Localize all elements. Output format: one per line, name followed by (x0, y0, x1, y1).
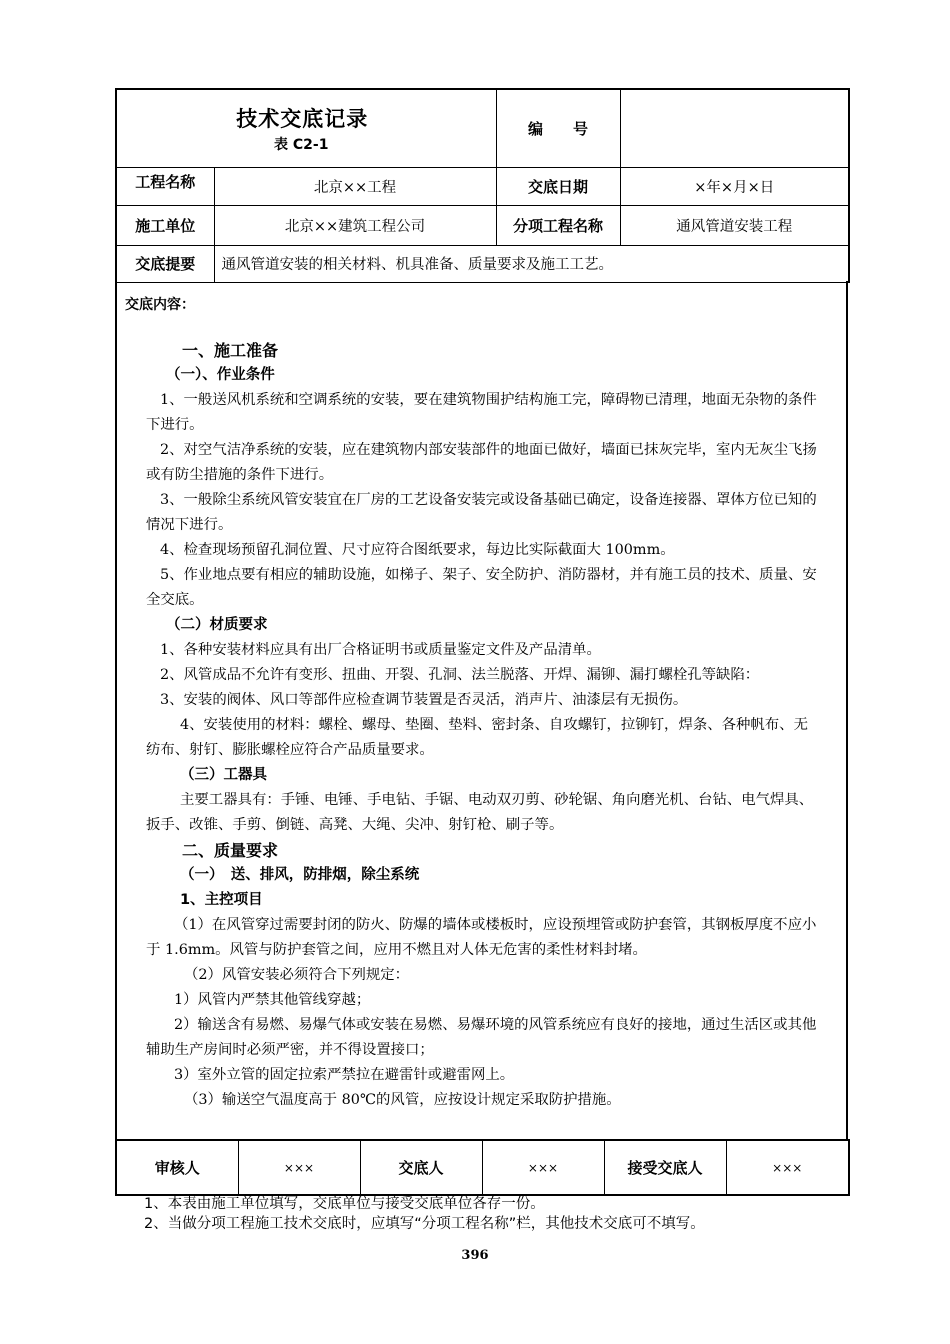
form-title: 技术交底记录 (236, 106, 369, 131)
content-body (146, 338, 822, 1113)
paragraph: 1、一般送风机系统和空调系统的安装，要在建筑物围护结构施工完，障碍物已清理，地面无杂物的条件下进行。 (146, 392, 817, 433)
paragraph: （2）风管安装必须符合下列规定： (184, 967, 410, 983)
project-name-value[interactable]: 北京××工程 (214, 167, 496, 205)
paragraph: 2、风管成品不允许有变形、扭曲、开裂、孔洞、法兰脱落、开焊、漏铆、漏打螺栓孔等缺陷： (160, 667, 760, 683)
date-value[interactable]: ×年×月×日 (620, 167, 849, 205)
discloser-value[interactable]: ××× (482, 1140, 604, 1195)
paragraph: 4、安装使用的材料：螺栓、螺母、垫圈、垫料、密封条、自攻螺钉，拉铆钉，焊条、各种帆布、无纺布、射钉、膨胀螺栓应符合产品质量要求。 (146, 717, 808, 758)
paragraph: 主要工器具有：手锤、电锤、手电钻、手锯、电动双刃剪、砂轮锯、角向磨光机、台钻、电气焊具、扳手、改锥、手剪、倒链、高凳、大绳、尖冲、射钉枪、刷子等。 (146, 792, 814, 833)
discloser-label: 交底人 (360, 1140, 482, 1195)
paragraph: 1、各种安装材料应具有出厂合格证明书或质量鉴定文件及产品清单。 (160, 642, 601, 658)
section-heading: （三）工器具 (180, 767, 267, 783)
paragraph: （1）在风管穿过需要封闭的防火、防爆的墙体或楼板时，应设预埋管或防护套管，其钢板厚度不应小于 1.6mm。风管与防护套管之间，应用不燃且对人体无危害的柔性材料封堵。 (146, 917, 817, 958)
paragraph: 5、作业地点要有相应的辅助设施，如梯子、架子、安全防护、消防器材，并有施工员的技术、质量、安全交底。 (146, 567, 817, 608)
content-section (115, 281, 848, 1139)
footnotes (144, 1194, 705, 1234)
header-block (115, 88, 848, 283)
section-heading: （一）、作业条件 (166, 367, 275, 383)
reviewer-label: 审核人 (116, 1140, 238, 1195)
section-heading: 1、主控项目 (180, 892, 263, 908)
receiver-value[interactable]: ××× (726, 1140, 849, 1195)
signature-table (115, 1139, 850, 1196)
project-name-label: 工程名称 (116, 167, 214, 205)
summary-value[interactable]: 通风管道安装的相关材料、机具准备、质量要求及施工工艺。 (214, 245, 849, 282)
receiver-label: 接受交底人 (604, 1140, 726, 1195)
subitem-label: 分项工程名称 (496, 205, 620, 245)
paragraph: 4、检查现场预留孔洞位置、尺寸应符合图纸要求，每边比实际截面大 100mm。 (160, 542, 675, 558)
paragraph: （3）输送空气温度高于 80℃的风管，应按设计规定采取防护措施。 (184, 1092, 621, 1108)
paragraph: 2、对空气洁净系统的安装，应在建筑物内部安装部件的地面已做好，墙面已抹灰完毕，室内无灰尘飞扬或有防尘措施的条件下进行。 (146, 442, 817, 483)
section-heading: （二）材质要求 (166, 617, 268, 633)
section-heading: （一） 送、排风，防排烟，除尘系统 (180, 867, 420, 883)
section-heading: 二、质量要求 (182, 841, 279, 860)
header-table (115, 88, 850, 283)
paragraph: 3、一般除尘系统风管安装宜在厂房的工艺设备安装完或设备基础已确定，设备连接器、罩体方位已知的情况下进行。 (146, 492, 817, 533)
paragraph: 2）输送含有易燃、易爆气体或安装在易燃、易爆环境的风管系统应有良好的接地，通过生活区或其他辅助生产房间时必须严密，并不得设置接口； (146, 1017, 817, 1058)
paragraph: 3、安装的阀体、风口等部件应检查调节装置是否灵活，消声片、油漆层有无损伤。 (160, 692, 688, 708)
number-value[interactable] (620, 89, 849, 167)
date-label: 交底日期 (496, 167, 620, 205)
footnote-1: 1、本表由施工单位填写，交底单位与接受交底单位各存一份。 (144, 1196, 545, 1212)
subitem-value[interactable]: 通风管道安装工程 (620, 205, 849, 245)
reviewer-value[interactable]: ××× (238, 1140, 360, 1195)
paragraph: 1）风管内严禁其他管线穿越； (174, 992, 371, 1008)
contractor-value[interactable]: 北京××建筑工程公司 (214, 205, 496, 245)
footnote-2: 2、当做分项工程施工技术交底时，应填写“分项工程名称”栏，其他技术交底可不填写。 (144, 1216, 705, 1232)
paragraph: 3）室外立管的固定拉索严禁拉在避雷针或避雷网上。 (174, 1067, 515, 1083)
page-number: 396 (461, 1248, 489, 1263)
contractor-label: 施工单位 (116, 205, 214, 245)
summary-label: 交底提要 (116, 245, 214, 282)
section-heading: 一、施工准备 (182, 341, 279, 360)
number-label: 编 号 (496, 89, 620, 167)
form-code: 表 C2-1 (274, 136, 329, 153)
content-caption: 交底内容： (125, 297, 195, 313)
form-title-cell (116, 89, 496, 167)
